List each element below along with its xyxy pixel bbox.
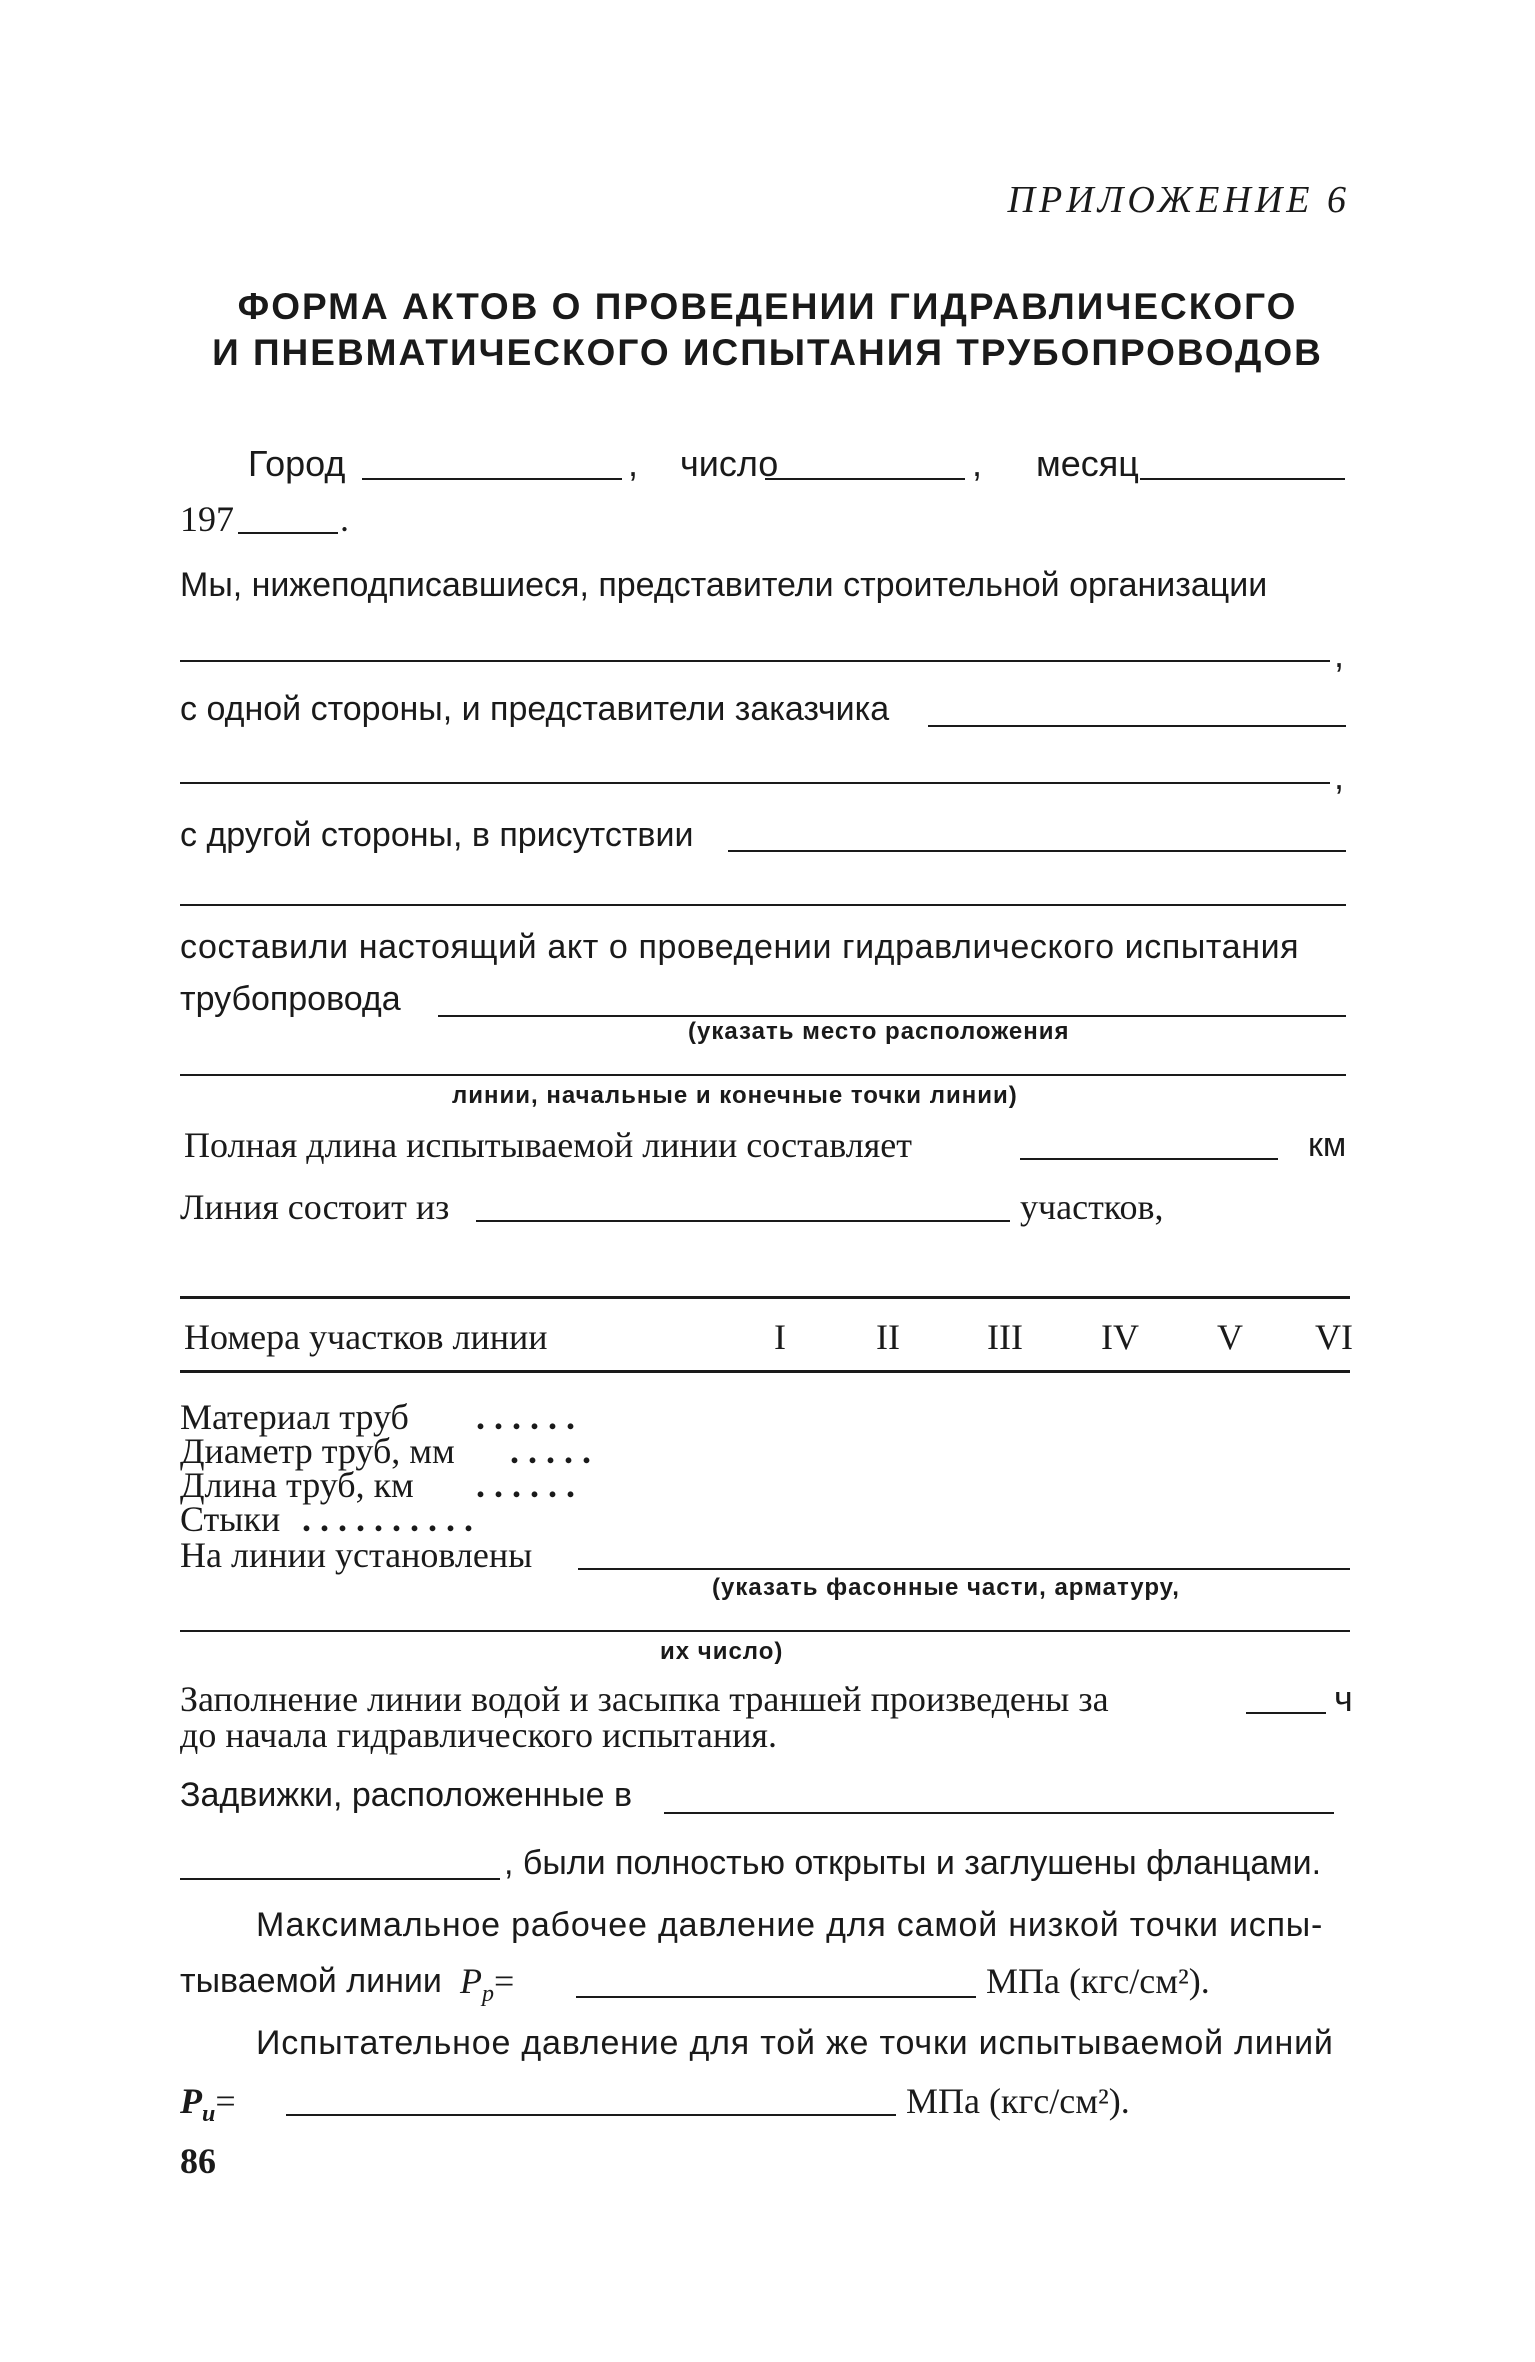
construction-org-field[interactable] (180, 660, 1330, 662)
max-pressure-text-2: тываемой линии (180, 1962, 442, 2000)
valves-opened-text: , были полностью открыты и заглушены фланцами. (504, 1844, 1322, 1882)
customer-field-2[interactable] (180, 782, 1330, 784)
table-column-header: IV (1101, 1317, 1139, 1357)
table-row-dots: . . . . . (510, 1431, 591, 1471)
table-row-label: Диаметр труб, мм (180, 1431, 455, 1471)
total-length-field[interactable] (1020, 1158, 1278, 1160)
installed-field[interactable] (578, 1568, 1350, 1570)
valves-location-field-2[interactable] (180, 1878, 500, 1880)
table-column-header: III (987, 1317, 1023, 1357)
sections-label: участков, (1020, 1187, 1164, 1227)
table-top-rule (180, 1296, 1350, 1299)
dot: . (340, 499, 349, 539)
form-title-line1: ФОРМА АКТОВ О ПРОВЕДЕНИИ ГИДРАВЛИЧЕСКОГО (237, 286, 1298, 327)
table-row-dots: . . . . . . (476, 1397, 575, 1437)
day-field[interactable] (765, 478, 965, 480)
one-side-text: с одной стороны, и представители заказчика (180, 690, 890, 728)
city-label: Город (248, 443, 346, 484)
test-pressure-field[interactable] (286, 2114, 896, 2116)
valves-text: Задвижки, расположенные в (180, 1776, 633, 1814)
pressure-symbol-letter: P (460, 1961, 482, 2001)
test-pressure-symbol (180, 2080, 236, 2128)
fittings-hint: (указать фасонные части, арматуру, (712, 1574, 1180, 1601)
km-unit: км (1308, 1126, 1347, 1164)
consists-of-text: Линия состоит из (180, 1187, 450, 1227)
table-header-label: Номера участков линии (184, 1317, 548, 1357)
table-row-label: Длина труб, км (180, 1465, 414, 1505)
count-hint: их число) (660, 1638, 784, 1665)
table-row-label: Материал труб (180, 1397, 409, 1437)
points-hint: линии, начальные и конечные точки линии) (452, 1082, 1018, 1109)
city-field[interactable] (362, 478, 622, 480)
test-pressure-letter: P (180, 2081, 202, 2121)
filling-text-2: до начала гидравлического испытания. (180, 1715, 777, 1755)
customer-field[interactable] (928, 725, 1346, 727)
appendix-label: ПРИЛОЖЕНИЕ 6 (1007, 179, 1350, 221)
equals-sign: = (215, 2081, 236, 2121)
filling-hours-field[interactable] (1246, 1712, 1326, 1714)
table-header-rule (180, 1370, 1350, 1373)
table-row-dots: . . . . . . (476, 1465, 575, 1505)
location-hint: (указать место расположения (688, 1018, 1070, 1045)
compiled-act-text: составили настоящий акт о проведении гидравлического испытания (180, 928, 1300, 966)
test-pressure-text: Испытательное давление для той же точки испытываемой линий (256, 2024, 1334, 2062)
hours-unit: ч (1334, 1678, 1353, 1719)
pipeline-location-field[interactable] (438, 1015, 1346, 1017)
comma: , (1334, 756, 1345, 797)
pressure-symbol (460, 1960, 514, 2008)
fittings-field[interactable] (180, 1630, 1350, 1632)
test-pressure-unit: МПа (кгс/см²). (906, 2081, 1130, 2121)
table-column-header: V (1217, 1317, 1243, 1357)
month-label: месяц (1036, 443, 1139, 484)
comma: , (1334, 634, 1345, 675)
comma: , (972, 443, 983, 484)
other-side-text: с другой стороны, в присутствии (180, 816, 694, 854)
presence-field[interactable] (728, 850, 1346, 852)
year-prefix: 197 (180, 499, 234, 539)
total-length-text: Полная длина испытываемой линии составляет (184, 1125, 913, 1165)
we-undersigned-text: Мы, нижеподписавшиеся, представители строительной организации (180, 566, 1268, 604)
pressure-subscript: р (482, 1981, 494, 2008)
pressure-unit: МПа (кгс/см²). (986, 1961, 1210, 2001)
test-pressure-subscript: и (202, 2101, 216, 2128)
pipeline-points-field[interactable] (180, 1074, 1346, 1076)
equals-sign: = (494, 1961, 515, 2001)
page-number: 86 (180, 2141, 216, 2181)
filling-text: Заполнение линии водой и засыпка траншей произведены за (180, 1679, 1109, 1719)
table-column-header: II (876, 1317, 900, 1357)
form-title-line2: И ПНЕВМАТИЧЕСКОГО ИСПЫТАНИЯ ТРУБОПРОВОДОВ (212, 332, 1323, 373)
sections-count-field[interactable] (476, 1220, 1010, 1222)
year-field[interactable] (238, 532, 338, 534)
table-row-dots: . . . . . . . . . . (302, 1499, 473, 1539)
comma: , (628, 443, 639, 484)
table-row-label: Стыки (180, 1499, 281, 1539)
month-field[interactable] (1140, 478, 1345, 480)
pipeline-label: трубопровода (180, 980, 401, 1018)
table-column-header: I (774, 1317, 786, 1357)
working-pressure-field[interactable] (576, 1996, 976, 1998)
valves-location-field[interactable] (664, 1812, 1334, 1814)
max-pressure-text: Максимальное рабочее давление для самой низкой точки испы- (256, 1906, 1324, 1944)
installed-label: На линии установлены (180, 1535, 533, 1575)
presence-field-2[interactable] (180, 904, 1346, 906)
day-label: число (680, 443, 779, 484)
table-column-header: VI (1315, 1317, 1353, 1357)
